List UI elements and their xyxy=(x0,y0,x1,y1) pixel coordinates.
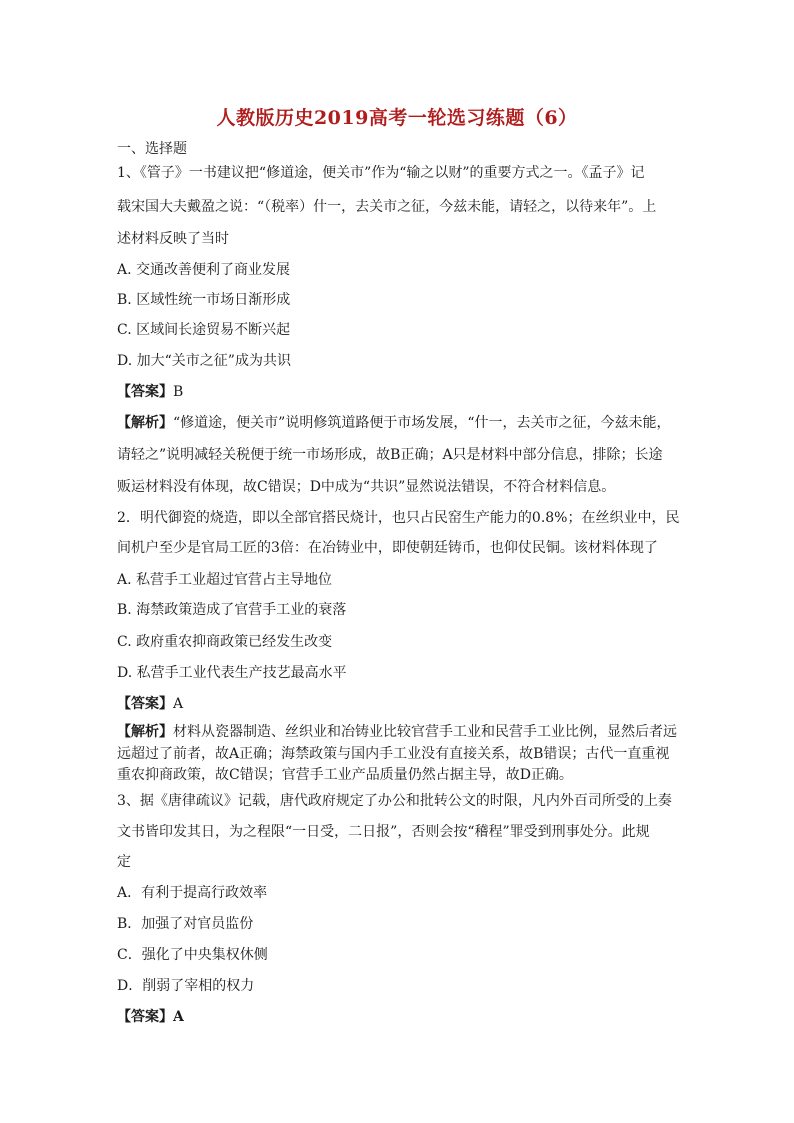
q2-analysis-line: 远超过了前者，故A正确；海禁政策与国内手工业没有直接关系，故B错误；古代一直重视 xyxy=(117,746,670,762)
page-title: 人教版历史2019高考一轮选习练题（6） xyxy=(216,107,578,129)
q2-stem-line: 间机户至少是官局工匠的3倍：在冶铸业中，即使朝廷铸币，也仰仗民铜。该材料体现了 xyxy=(117,540,658,556)
q1-analysis-line: 请轻之”说明减轻关税便于统一市场形成，故B正确；A只是材料中部分信息，排除；长途 xyxy=(117,447,663,463)
q2-option-d: D. 私营手工业代表生产技艺最高水平 xyxy=(117,665,347,681)
answer-value: A xyxy=(173,1009,184,1025)
q1-stem-line: 载宋国大夫戴盈之说：“（税率）什一，去关市之征，今兹未能，请轻之，以待来年”。上 xyxy=(117,199,657,215)
q2-analysis-line: 重农抑商政策，故C错误；官营手工业产品质量仍然占据主导，故D正确。 xyxy=(117,767,573,783)
section-heading: 一、选择题 xyxy=(117,141,187,157)
q2-option-a: A. 私营手工业超过官营占主导地位 xyxy=(117,572,333,588)
q3-option-b: B．加强了对官员监份 xyxy=(117,916,254,932)
q1-analysis-line xyxy=(117,413,687,433)
q2-option-c: C. 政府重农抑商政策已经发生改变 xyxy=(117,634,333,650)
q2-answer xyxy=(117,694,687,714)
analysis-label: 【解析】 xyxy=(117,724,173,740)
q3-stem-line: 文书皆印发其日，为之程限“一日受，二日报”，否则会按“稽程”罪受到刑事处分。此规 xyxy=(117,824,650,840)
q2-option-b: B. 海禁政策造成了官营手工业的衰落 xyxy=(117,602,347,618)
q3-stem-line: 3、据《唐律疏议》记载，唐代政府规定了办公和批转公文的时限，凡内外百司所受的上奏 xyxy=(117,793,672,809)
answer-label: 【答案】 xyxy=(117,384,173,400)
q2-stem-line: 2．明代御瓷的烧造，即以全部官搭民烧计，也只占民窑生产能力的0.8%；在丝织业中，民 xyxy=(117,510,680,526)
analysis-label: 【解析】 xyxy=(117,415,173,431)
q1-stem-line: 述材料反映了当时 xyxy=(117,231,229,247)
q3-stem-line: 定 xyxy=(117,854,131,870)
q3-option-a: A．有利于提高行政效率 xyxy=(117,885,268,901)
q1-option-c: C. 区域间长途贸易不断兴起 xyxy=(117,322,291,338)
q1-option-b: B. 区域性统一市场日渐形成 xyxy=(117,292,291,308)
q3-option-d: D．削弱了宰相的权力 xyxy=(117,978,255,994)
analysis-text: 材料从瓷器制造、丝织业和冶铸业比较官营手工业和民营手工业比例，显然后者远 xyxy=(173,724,677,740)
answer-label: 【答案】 xyxy=(117,1009,173,1025)
q1-stem-line: 1、《管子》一书建议把“修道途，便关市”作为“输之以财”的重要方式之一。《孟子》记 xyxy=(117,165,645,181)
q1-option-a: A. 交通改善便利了商业发展 xyxy=(117,262,291,278)
answer-value: A xyxy=(173,696,184,712)
q3-option-c: C．强化了中央集权休侧 xyxy=(117,947,268,963)
answer-value: B xyxy=(173,384,184,400)
q2-analysis-line xyxy=(117,722,687,742)
answer-label: 【答案】 xyxy=(117,696,173,712)
analysis-text: “修道途，便关市”说明修筑道路便于市场发展，“什一，去关市之征，今兹未能， xyxy=(173,415,671,431)
q1-option-d: D. 加大“关市之征”成为共识 xyxy=(117,353,291,369)
q1-analysis-line: 贩运材料没有体现，故C错误；D中成为“共识”显然说法错误，不符合材料信息。 xyxy=(117,479,616,495)
q1-answer xyxy=(117,382,687,402)
q3-answer xyxy=(117,1007,687,1027)
